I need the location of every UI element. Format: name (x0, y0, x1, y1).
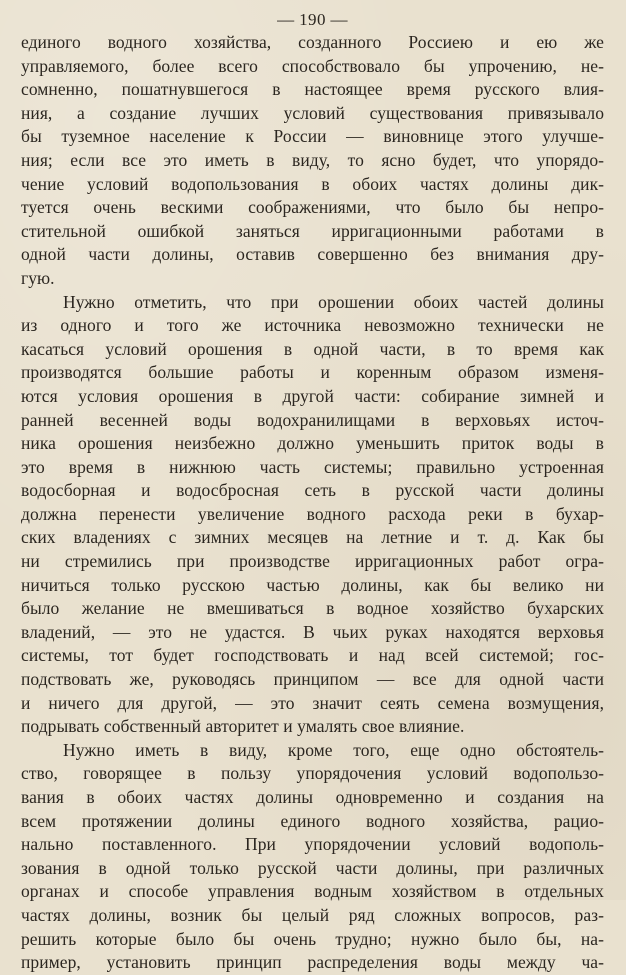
text-line: бы туземное население к России — виновнице этого улучше- (21, 126, 604, 147)
paragraph-3 (21, 739, 604, 975)
text-line: частях долины, возник бы целый ряд сложных вопросов, раз- (21, 904, 604, 925)
text-line: производятся большие работы и коренным образом изменя- (21, 362, 604, 383)
text-line: из одного и того же источника невозможно технически не (21, 315, 604, 336)
paragraph-1 (21, 31, 604, 291)
text-line: подствовать же, руководясь принципом — все для одной части (21, 669, 604, 690)
page-number: — 190 — (277, 10, 348, 29)
text-line: ния; если все это иметь в виду, то ясно будет, что упорядо- (21, 149, 604, 170)
text-line: ются условия орошения в другой части: собирание зимней и (21, 385, 604, 406)
text-line: ни стремились при производстве ирригационных работ огра- (21, 551, 604, 572)
text-line: органах и способе управления водным хозяйством в отдельных (21, 881, 604, 902)
text-line: должна перенести увеличение водного расхода реки в бухар- (21, 503, 604, 524)
text-line: ничиться только русскою частью долины, как бы велико ни (21, 574, 604, 595)
text-line: ранней весенней воды водохранилищами в верховьях источ- (21, 409, 604, 430)
text-line: касаться условий орошения в одной части, в то время как (21, 338, 604, 359)
text-line: чение условий водопользования в обоих частях долины дик- (21, 173, 604, 194)
text-line: и ничего для другой, — это значит сеять семена возмущения, (21, 692, 604, 713)
text-line: туется очень вескими соображениями, что было бы непро- (21, 197, 604, 218)
text-line: Нужно отметить, что при орошении обоих частей долины (63, 291, 604, 312)
text-line: решить которые было бы очень трудно; нужно было бы, на- (21, 928, 604, 949)
text-line: одной части долины, оставив совершенно без внимания дру- (21, 244, 604, 265)
text-line: Нужно иметь в виду, кроме того, еще одно обстоятель- (63, 739, 604, 760)
text-line: вания в обоих частях долины одновременно и создания на (21, 787, 604, 807)
text-line: ника орошения неизбежно должно уменьшить приток воды в (21, 433, 604, 454)
text-line: подрывать собственный авторитет и умалять свое влияние. (21, 716, 465, 737)
text-line: единого водного хозяйства, созданного Россиею и ею же (21, 32, 604, 52)
text-line: системы, тот будет господствовать и над всей системой; гос- (21, 645, 604, 666)
paragraph-2 (21, 291, 604, 739)
text-line: водосборная и водосбросная сеть в русской части долины (21, 480, 604, 501)
text-line: зования в одной только русской части долины, при различных (21, 857, 604, 878)
text-line: нально поставленного. При упорядочении условий водополь- (21, 834, 604, 855)
text-line: управляемого, более всего способствовало бы упрочению, не- (21, 55, 604, 76)
text-line: всем протяжении долины единого водного хозяйства, рацио- (21, 810, 604, 831)
text-line: это время в нижнюю часть системы; правильно устроенная (21, 456, 604, 477)
text-line: ния, а создание лучших условий существования привязывало (21, 102, 604, 123)
text-line: владений, — это не удастся. В чьих руках находятся верховья (21, 621, 604, 642)
text-line: пример, установить принцип распределения воды между ча- (21, 952, 604, 973)
text-line: ских владениях с зимних месяцев на летние и т. д. Как бы (21, 527, 604, 548)
text-line: ство, говорящее в пользу упорядочения условий водопользо- (21, 763, 604, 784)
text-line: было желание не вмешиваться в водное хозяйство бухарских (21, 598, 604, 619)
document-body (21, 31, 604, 975)
text-line: сомненно, пошатнувшегося в настоящее время русского влия- (21, 79, 604, 100)
text-line: гую. (21, 267, 55, 288)
text-line: стительной ошибкой заняться ирригационными работами в (21, 220, 604, 241)
